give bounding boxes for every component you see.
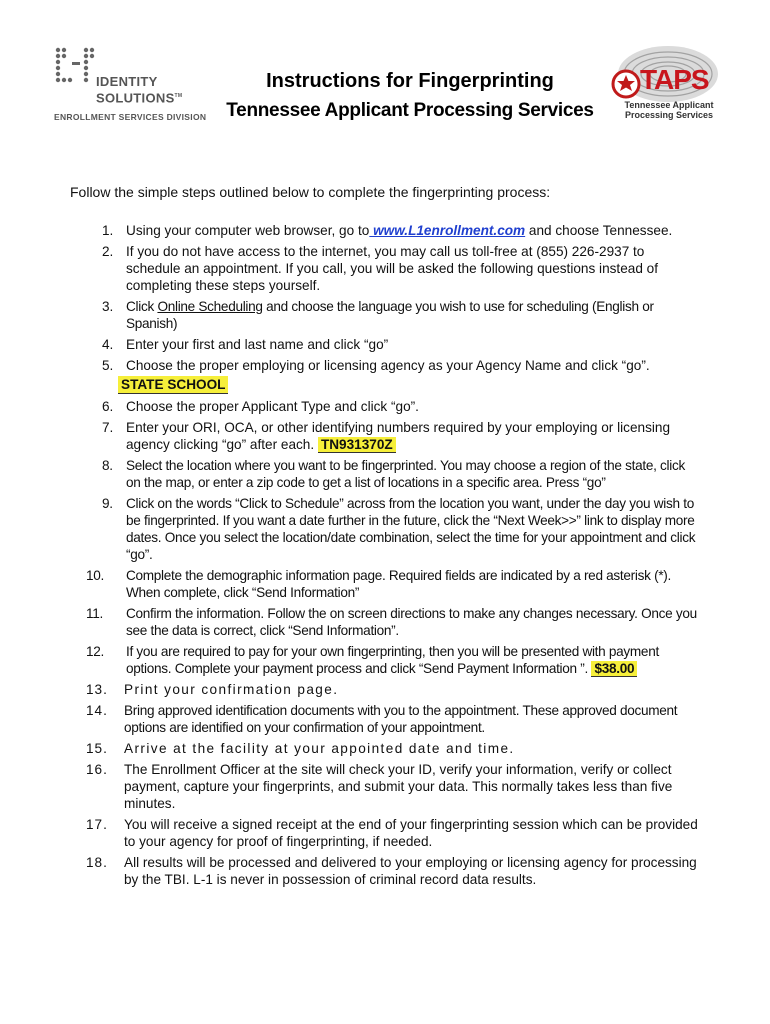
logo-identity-text: IDENTITY: [96, 74, 158, 89]
step-number: 16.: [86, 762, 108, 777]
step-number: 15.: [86, 741, 108, 756]
step-number: 13.: [86, 682, 108, 697]
list-item: [86, 761, 702, 812]
step-text: You will receive a signed receipt at the end of your fingerprinting session which can be provided to your agency for proof of fingerprinting, if needed.: [124, 817, 698, 849]
step-text: Enter your first and last name and click “go”: [126, 337, 389, 352]
step-number: 12.: [86, 644, 104, 659]
logo-division-text: ENROLLMENT SERVICES DIVISION: [54, 112, 207, 122]
step-number: 8.: [102, 458, 113, 473]
ori-number-highlight: TN931370Z: [318, 437, 396, 453]
list-item: [86, 681, 702, 698]
step-text: Bring approved identification documents with you to the appointment. These approved document options are identified on your confirmation of your appointment.: [124, 703, 678, 735]
l1-dotted-mark-icon: [54, 46, 96, 84]
list-item: [86, 605, 702, 639]
list-item: [102, 336, 702, 353]
taps-logo: [606, 44, 726, 128]
list-item: [102, 398, 702, 415]
l1enrollment-link[interactable]: www.L1enrollment.com: [369, 223, 526, 238]
list-item: [102, 357, 702, 394]
agency-name-highlight: STATE SCHOOL: [118, 376, 228, 394]
step-text: Choose the proper Applicant Type and click “go”.: [126, 399, 419, 414]
tennessee-star-icon: [613, 71, 639, 97]
step-number: 4.: [102, 337, 114, 352]
step-text: Enter your ORI, OCA, or other identifying numbers required by your employing or licensing agency clicking “go” after each.: [126, 420, 671, 452]
step-text: and choose the language you wish to use for scheduling (English or Spanish): [126, 299, 654, 331]
step-text: If you are required to pay for your own fingerprinting, then you will be presented with payment options. Complete your payment process and click “Send Payment Information ”.: [126, 644, 659, 676]
intro-text: Follow the simple steps outlined below to complete the fingerprinting process:: [70, 184, 551, 200]
list-item: [102, 243, 702, 294]
step-text: Complete the demographic information page. Required fields are indicated by a red asterisk (*). When complete, click “Send Information”: [126, 568, 672, 600]
step-text: Confirm the information. Follow the on screen directions to make any changes necessary. Once you see the data is correct, click “Send Information”.: [126, 606, 697, 638]
step-number: 10.: [86, 568, 104, 583]
step-text: Print your confirmation page.: [124, 682, 339, 697]
list-item: [102, 298, 702, 332]
list-item: [86, 816, 702, 850]
step-number: 3.: [102, 299, 114, 314]
list-item: [86, 740, 702, 757]
step-number: 18.: [86, 855, 108, 870]
step-text: All results will be processed and delivered to your employing or licensing agency for processing by the TBI. L-1 is never in possession of criminal record data results.: [124, 855, 697, 887]
taps-mark-text: TAPS: [640, 64, 709, 95]
step-number: 1.: [102, 223, 114, 238]
list-item: [86, 702, 702, 736]
list-item: [86, 567, 702, 601]
online-scheduling-link[interactable]: Online Scheduling: [157, 299, 263, 314]
list-item: [86, 854, 702, 888]
list-item: [102, 222, 702, 239]
step-number: 17.: [86, 817, 108, 832]
step-text: Using your computer web browser, go to: [126, 223, 370, 238]
l1-identity-logo: [26, 44, 207, 128]
list-item: [102, 457, 702, 491]
step-number: 9.: [102, 496, 113, 511]
step-number: 2.: [102, 244, 114, 259]
list-item: [102, 495, 702, 563]
step-number: 11.: [86, 606, 103, 621]
step-number: 14.: [86, 703, 108, 718]
logo-solutions-text: SOLUTIONS: [96, 90, 175, 106]
step-number: 5.: [102, 358, 114, 373]
step-text: If you do not have access to the internet, you may call us toll-free at (855) 226-2937 to schedule an appointment. If you call, you will be asked the following questions instead of completing these steps yourself.: [126, 244, 658, 293]
list-item: [86, 643, 702, 677]
taps-line1-text: Tennessee Applicant: [624, 100, 714, 110]
taps-line2-text: Processing Services: [624, 110, 714, 120]
step-text: The Enrollment Officer at the site will check your ID, verify your information, verify or collect payment, capture your fingerprints, and submit your data. This normally takes less than five minutes.: [124, 762, 673, 811]
logo-tm-text: TM: [174, 93, 183, 99]
step-text: Arrive at the facility at your appointed date and time.: [124, 741, 515, 756]
step-text: Click: [126, 299, 158, 314]
steps-list: [86, 222, 702, 892]
document-title: Instructions for Fingerprinting: [266, 70, 554, 92]
fee-amount-highlight: $38.00: [591, 661, 637, 677]
step-text: Choose the proper employing or licensing agency as your Agency Name and click “go”.: [126, 358, 650, 373]
step-text: Click on the words “Click to Schedule” across from the location you want, under the day you wish to be fingerprinted. If you want a date further in the future, click the “Next Week>>” link to display more dates. Once you select the location/date combination, select the time for your appointment and click “go”.: [126, 496, 696, 562]
step-text: and choose Tennessee.: [525, 223, 673, 238]
document-subtitle: Tennessee Applicant Processing Services: [226, 100, 594, 121]
list-item: [102, 419, 702, 453]
step-number: 6.: [102, 399, 114, 414]
step-number: 7.: [102, 420, 114, 435]
step-text: Select the location where you want to be fingerprinted. You may choose a region of the state, click on the map, or enter a zip code to get a list of locations in a specific area. Press “go”: [126, 458, 685, 490]
